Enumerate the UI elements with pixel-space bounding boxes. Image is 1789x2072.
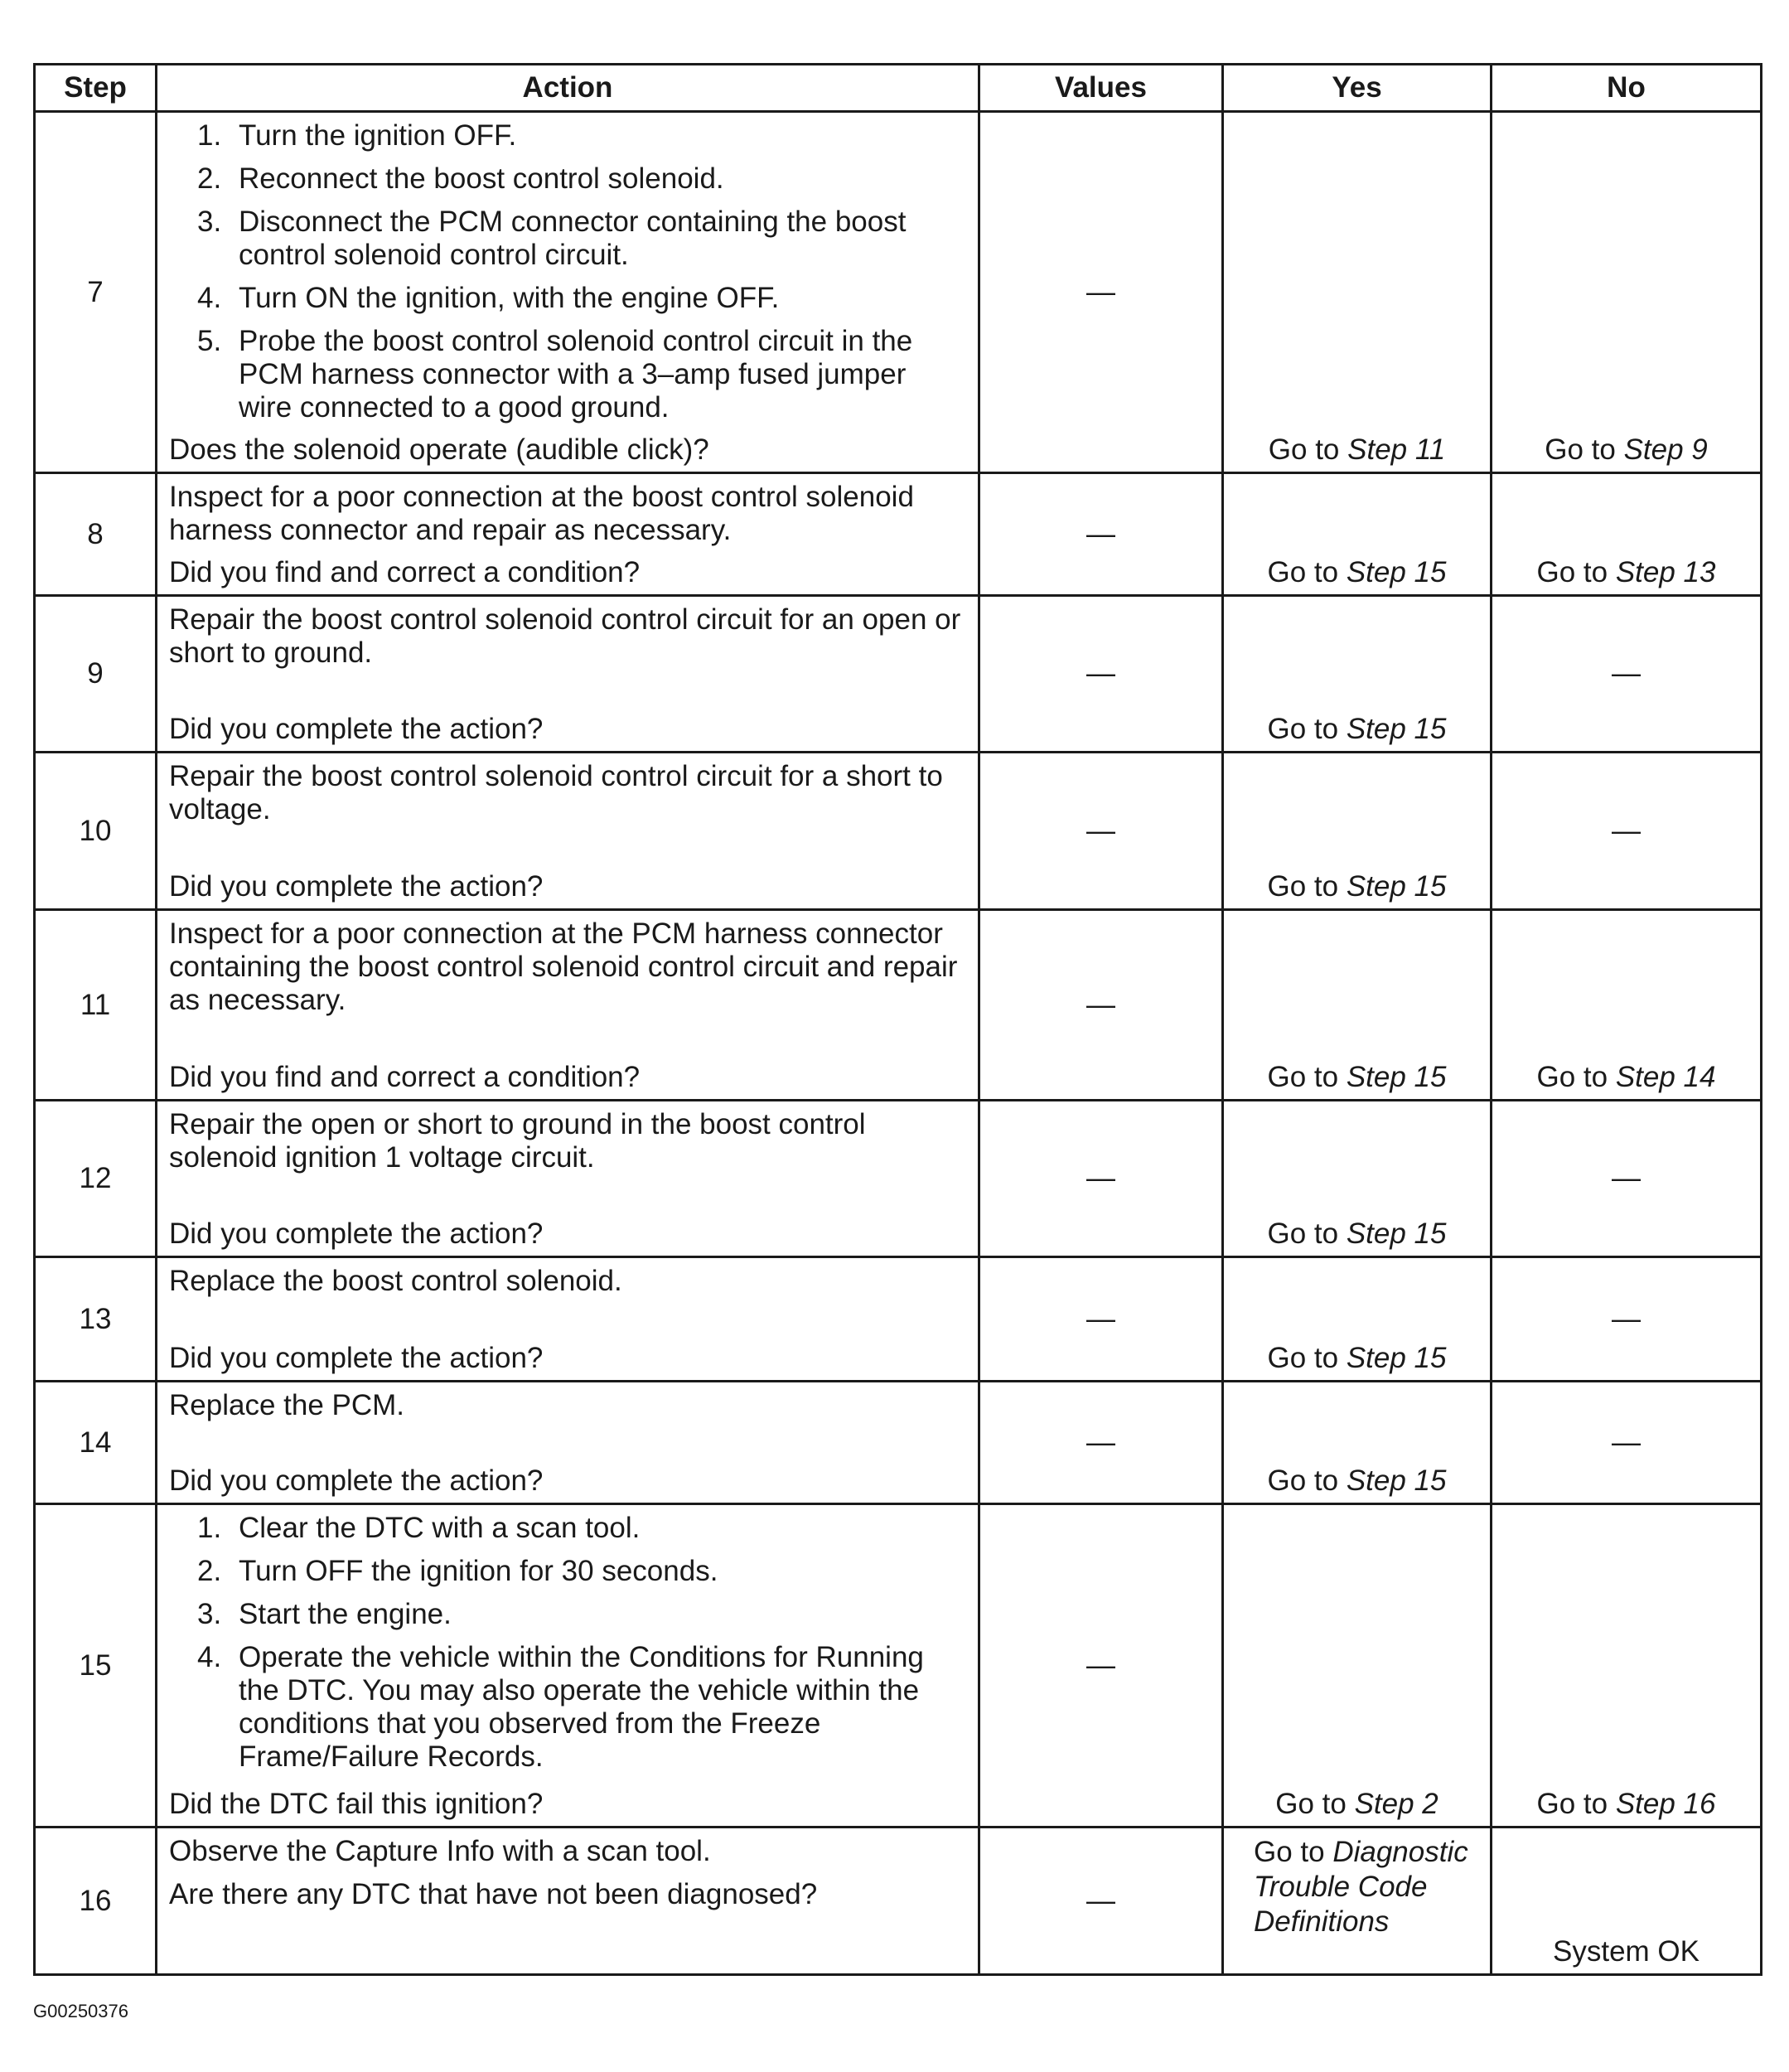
list-item: 3. Start the engine. <box>197 1598 452 1630</box>
step-link: Step 15 <box>1346 1218 1447 1250</box>
action-text: Repair the boost control solenoid control circuit for a short to voltage. <box>169 760 943 825</box>
table-row <box>35 596 1762 753</box>
list-item: 4. Operate the vehicle within the Conditions for Running the DTC. You may also operate the vehicle within the conditions that you observed from the Freeze Frame/Failure Records. <box>197 1641 924 1773</box>
list-item: 3. Disconnect the PCM connector containing the boost control solenoid control circuit. <box>197 206 907 271</box>
values-cell: — <box>979 112 1223 473</box>
system-ok-text: System OK <box>1553 1935 1700 1968</box>
step-number: 16 <box>35 1828 157 1975</box>
step-number: 13 <box>35 1257 157 1382</box>
action-question: Did you find and correct a condition? <box>169 556 641 588</box>
no-cell: Go to Step 9 <box>1492 112 1762 473</box>
action-text: Replace the boost control solenoid. <box>169 1265 622 1297</box>
table-row <box>35 753 1762 910</box>
values-cell: — <box>979 1257 1223 1382</box>
step-link: Step 15 <box>1346 713 1447 745</box>
no-cell: — <box>1492 1382 1762 1504</box>
action-question: Did you complete the action? <box>169 870 544 903</box>
no-cell: — <box>1492 753 1762 910</box>
action-cell <box>157 473 979 596</box>
step-link: Step 15 <box>1346 556 1447 588</box>
table-row <box>35 1504 1762 1828</box>
action-cell <box>157 910 979 1101</box>
action-question: Does the solenoid operate (audible click)? <box>169 433 709 466</box>
step-number: 9 <box>35 596 157 753</box>
action-cell <box>157 1828 979 1975</box>
no-cell: — <box>1492 1257 1762 1382</box>
values-cell: — <box>979 1382 1223 1504</box>
action-question: Did you find and correct a condition? <box>169 1061 641 1093</box>
action-question: Did the DTC fail this ignition? <box>169 1788 544 1820</box>
values-cell: — <box>979 753 1223 910</box>
step-link: Step 15 <box>1346 1464 1447 1497</box>
action-cell <box>157 753 979 910</box>
step-number: 15 <box>35 1504 157 1828</box>
step-number: 14 <box>35 1382 157 1504</box>
yes-cell: Go to Step 15 <box>1223 473 1492 596</box>
list-item: 5. Probe the boost control solenoid control circuit in the PCM harness connector with a 3–amp fused jumper wire connected to a good ground. <box>197 325 913 424</box>
action-cell <box>157 1257 979 1382</box>
step-link: Step 15 <box>1346 870 1447 903</box>
action-cell <box>157 112 979 473</box>
step-link: Step 2 <box>1354 1788 1438 1820</box>
header-action: Action <box>157 65 979 112</box>
yes-cell: Go to Step 15 <box>1223 1382 1492 1504</box>
step-link: Step 9 <box>1623 433 1708 466</box>
values-cell: — <box>979 1504 1223 1828</box>
action-question: Did you complete the action? <box>169 1218 544 1250</box>
table-row <box>35 910 1762 1101</box>
action-question: Did you complete the action? <box>169 713 544 745</box>
yes-cell: Go to Diagnostic Trouble Code Definitions <box>1223 1828 1492 1975</box>
list-item: 1. Turn the ignition OFF. <box>197 119 517 152</box>
step-link: Step 16 <box>1615 1788 1716 1820</box>
yes-cell: Go to Step 15 <box>1223 596 1492 753</box>
step-number: 10 <box>35 753 157 910</box>
diagnostic-table <box>33 63 1762 1976</box>
step-link: Step 15 <box>1346 1061 1447 1093</box>
table-row <box>35 1382 1762 1504</box>
yes-cell: Go to Step 15 <box>1223 1257 1492 1382</box>
action-cell <box>157 596 979 753</box>
action-cell <box>157 1101 979 1257</box>
header-row <box>35 65 1762 112</box>
table-row <box>35 473 1762 596</box>
values-cell: — <box>979 473 1223 596</box>
values-cell: — <box>979 1101 1223 1257</box>
step-number: 12 <box>35 1101 157 1257</box>
step-link: Step 14 <box>1615 1061 1716 1093</box>
table-row <box>35 1828 1762 1975</box>
action-cell <box>157 1504 979 1828</box>
header-step: Step <box>35 65 157 112</box>
header-yes: Yes <box>1223 65 1492 112</box>
no-cell: — <box>1492 1101 1762 1257</box>
list-item: 4. Turn ON the ignition, with the engine OFF. <box>197 282 780 314</box>
yes-cell: Go to Step 15 <box>1223 910 1492 1101</box>
action-text: Replace the PCM. <box>169 1389 405 1421</box>
action-question: Did you complete the action? <box>169 1464 544 1497</box>
no-cell: — <box>1492 596 1762 753</box>
action-text: Inspect for a poor connection at the PCM harness connector containing the boost control solenoid control circuit and repair as necessary. <box>169 917 958 1016</box>
header-no: No <box>1492 65 1762 112</box>
list-item: 2. Reconnect the boost control solenoid. <box>197 162 724 195</box>
list-item: 2. Turn OFF the ignition for 30 seconds. <box>197 1555 718 1587</box>
no-cell: Go to Step 14 <box>1492 910 1762 1101</box>
no-cell <box>1492 1828 1762 1975</box>
step-number: 8 <box>35 473 157 596</box>
action-text: Repair the open or short to ground in the boost control solenoid ignition 1 voltage circuit. <box>169 1108 866 1174</box>
yes-cell: Go to Step 15 <box>1223 753 1492 910</box>
no-cell: Go to Step 16 <box>1492 1504 1762 1828</box>
step-number: 7 <box>35 112 157 473</box>
action-question: Are there any DTC that have not been diagnosed? <box>169 1878 818 1910</box>
action-steps-list <box>169 1512 966 1774</box>
action-question: Did you complete the action? <box>169 1342 544 1374</box>
action-text: Observe the Capture Info with a scan tool. <box>169 1835 711 1867</box>
step-link: Step 11 <box>1347 433 1446 466</box>
action-text: Inspect for a poor connection at the boost control solenoid harness connector and repair as necessary. <box>169 481 914 546</box>
yes-cell: Go to Step 11 <box>1223 112 1492 473</box>
yes-cell: Go to Step 15 <box>1223 1101 1492 1257</box>
action-steps-list <box>169 119 966 424</box>
figure-id: G00250376 <box>33 2001 128 2021</box>
values-cell: — <box>979 910 1223 1101</box>
step-link: Step 13 <box>1615 556 1716 588</box>
action-text: Repair the boost control solenoid control circuit for an open or short to ground. <box>169 603 961 669</box>
no-cell: Go to Step 13 <box>1492 473 1762 596</box>
dtc-definitions-link: Diagnostic Trouble Code Definitions <box>1254 1836 1468 1938</box>
step-number: 11 <box>35 910 157 1101</box>
yes-cell: Go to Step 2 <box>1223 1504 1492 1828</box>
header-values: Values <box>979 65 1223 112</box>
list-item: 1. Clear the DTC with a scan tool. <box>197 1512 641 1544</box>
table-row <box>35 112 1762 473</box>
table-row <box>35 1101 1762 1257</box>
table-row <box>35 1257 1762 1382</box>
values-cell: — <box>979 1828 1223 1975</box>
step-link: Step 15 <box>1346 1342 1447 1374</box>
values-cell: — <box>979 596 1223 753</box>
action-cell <box>157 1382 979 1504</box>
